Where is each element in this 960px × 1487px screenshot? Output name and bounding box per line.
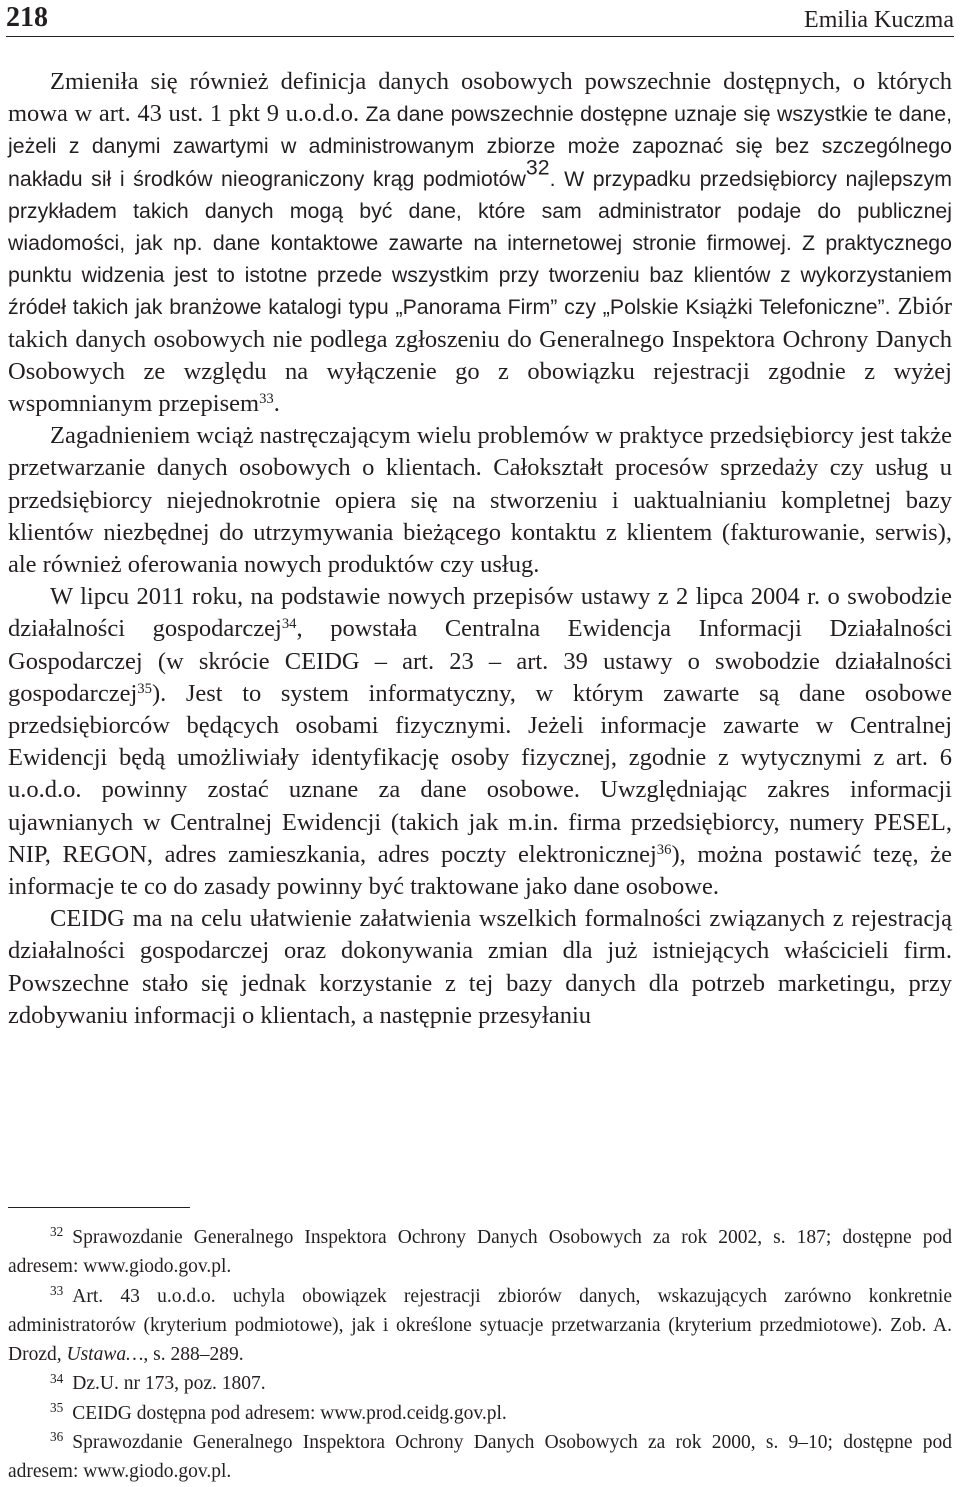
paragraph-3-text-d: ), można postawić tezę, że informacje te co do zasady powinny być traktowane jako dane osobowe. [8, 840, 952, 901]
paragraph-3-text-a: W lipcu 2011 roku, na podstawie nowych przepisów ustawy z 2 lipca 2004 r. o swobodzie działalności gospodarczej [8, 583, 952, 643]
footnote-number: 35 [50, 1400, 64, 1416]
paragraph-4: CEIDG ma na celu ułatwienie załatwienia wszelkich formalności związanych z rejestracją działalności gospodarczej oraz dokonywania zmian dla już istniejących właścicieli firm. Powszechne stało się jednak korzystanie z tej bazy danych dla potrzeb marketingu, przy zdobywaniu informacji o klientach, a następnie przesyłaniu [8, 905, 952, 1029]
page-number: 218 [6, 2, 48, 33]
footnotes [8, 1223, 952, 1487]
paragraph-1-text-c: . W przypadku przedsiębiorcy najlepszym przykładem takich danych mogą być dane, które sam administrator podaje do publicznej wiadomości, jak np. dane kontaktowe zawarte na internetowej stronie firmowej. Z praktycznego punktu widzenia jest to istotne przede wszystkim przy tworzeniu baz klientów z wykorzystaniem źródeł takich jak branżowe katalogi typu „Panorama Firm” czy „Polskie Książki Telefoniczne”. [8, 166, 952, 320]
footnote-ref-36[interactable]: 36 [656, 841, 672, 858]
footnote-text: Sprawozdanie Generalnego Inspektora Ochrony Danych Osobowych za rok 2000, s. 9–10; dostępne pod adresem: www.giodo.gov.pl. [8, 1432, 952, 1483]
footnote-number: 36 [50, 1429, 64, 1445]
footnote-ref-35[interactable]: 35 [137, 680, 152, 697]
footnote-text: Sprawozdanie Generalnego Inspektora Ochrony Danych Osobowych za rok 2002, s. 187; dostępne pod adresem: www.giodo.gov.pl. [8, 1227, 952, 1278]
footnote-34 [8, 1369, 952, 1398]
paragraph-1-text-b: Za dane powszechnie dostępne uznaje się wszystkie te dane, jeżeli z danymi zawartymi w administrowanym zbiorze może zapoznać się bez szczególnego nakładu sił i środków nieograniczony krąg podmiotów [8, 102, 952, 191]
paragraph-3-text-b: , powstała Centralna Ewidencja Informacji Działalności Gospodarczej (w skrócie CEIDG – art. 23 – art. 39 ustawy o swobodzie działalności gospodarczej [8, 615, 952, 707]
footnote-35 [8, 1399, 952, 1428]
paragraph-1-text-e: . [273, 390, 280, 418]
paragraph-1-text-a: Zmieniła się również definicja danych osobowych powszechnie dostępnych, o których mowa w art. 43 ust. 1 pkt 9 u.o.d.o. [8, 68, 952, 128]
footnote-number: 33 [50, 1282, 64, 1298]
footnote-text: CEIDG dostępna pod adresem: www.prod.ceidg.gov.pl. [72, 1402, 507, 1424]
paragraph-1-text-d: Zbiór takich danych osobowych nie podlega zgłoszeniu do Generalnego Inspektora Ochrony Danych Osobowych ze względu na wyłączenie go z obowiązku rejestracji zgodnie z wyżej wspomnianym przepisem [8, 293, 952, 418]
footnote-ref-33[interactable]: 33 [259, 390, 274, 407]
footnote-ref-32[interactable]: 32 [525, 154, 550, 179]
paragraph-1 [8, 66, 952, 420]
footnote-32 [8, 1223, 952, 1282]
running-head-author: Emilia Kuczma [804, 7, 954, 33]
paragraph-2: Zagadnieniem wciąż nastręczającym wielu problemów w praktyce przedsiębiorcy jest także przetwarzanie danych osobowych o klientach. Całokształt procesów sprzedaży czy usług u przedsiębiorcy niejednokrotnie opiera się na stworzeniu i uaktualnianiu kompletnej bazy klientów niezbędnej do utrzymywania bieżącego kontaktu z klientem (fakturowanie, serwis), ale również oferowania nowych produktów czy usług. [8, 422, 952, 579]
paragraph-3 [8, 581, 952, 903]
main-text [8, 66, 952, 1032]
footnote-number: 34 [50, 1370, 64, 1386]
page-header [6, 2, 954, 37]
paragraph-3-text-c: ). Jest to system informatyczny, w którym zawarte są dane osobowe przedsiębiorców będących osobami fizycznymi. Jeżeli informacje zawarte w Centralnej Ewidencji będą umożliwiały identyfikację osoby fizycznej, zgodnie z wytycznymi z art. 6 u.o.d.o. powinny zostać uznane za dane osobowe. Uwzględniając zakres informacji ujawnianych w Centralnej Ewidencji (takich jak m.in. firma przedsiębiorcy, numery PESEL, NIP, REGON, adres zamieszkania, adres poczty elektronicznej [8, 679, 952, 868]
footnote-33 [8, 1282, 952, 1370]
footnote-text: Dz.U. nr 173, poz. 1807. [72, 1373, 266, 1395]
footnote-number: 32 [50, 1224, 64, 1240]
footnote-ref-34[interactable]: 34 [281, 616, 297, 633]
footnote-text-end: , s. 288–289. [143, 1344, 244, 1366]
footnote-divider [8, 1207, 190, 1208]
footnote-cited-title: Ustawa… [66, 1344, 144, 1366]
footnote-text: Art. 43 u.o.d.o. uchyla obowiązek rejestracji zbiorów danych, wskazujących zarówno konkretnie administratorów (kryterium podmiotowe), jak i określone sytuacje przetwarzania (kryterium przedmiotowe). Zob. A. Drozd, [8, 1285, 952, 1366]
footnote-36 [8, 1428, 952, 1487]
